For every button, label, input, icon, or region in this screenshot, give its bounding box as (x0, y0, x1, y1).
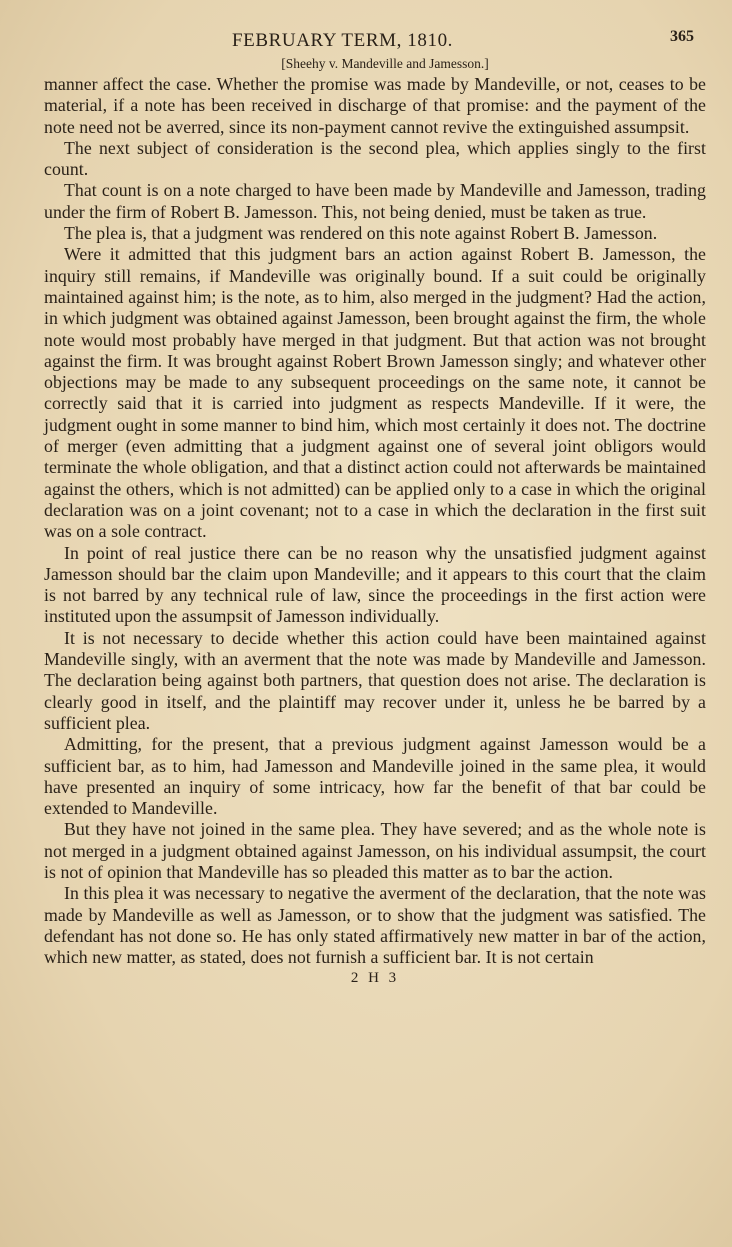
paragraph: It is not necessary to decide whether this action could have been maintained against Mandeville singly, with an averment that the note was made by Mandeville and Jamesson. The declaration being against both partners, that question does not arise. The declaration is clearly good in itself, and the plaintiff may recover under it, unless he be barred by a sufficient plea. (44, 627, 706, 733)
paragraph: But they have not joined in the same plea. They have severed; and as the whole note is not merged in a judgment obtained against Jamesson, on his individual assumpsit, the court is not of opinion that Mandeville has so pleaded this matter as to bar the action. (44, 819, 706, 882)
paragraph: In this plea it was necessary to negative the averment of the declaration, that the note was made by Mandeville as well as Jamesson, or to show that the judgment was satisfied. The defendant has not done so. He has only stated affirmatively new matter in bar of the action, which new matter, as stated, does not furnish a sufficient bar. It is not certain (44, 883, 706, 968)
running-head (44, 24, 706, 54)
paragraph: Were it admitted that this judgment bars an action against Robert B. Jamesson, the inquiry still remains, if Mandeville was originally bound. If a suit could be originally maintained against him; is the note, as to him, also merged in the judgment? Had the action, in which judgment was obtained against Jamesson, been brought against the firm, the whole note would most probably have merged in that judgment. But that action was not brought against the firm. It was brought against Robert Brown Jamesson singly; and whatever other objections may be made to any subsequent proceedings on the same note, it cannot be correctly said that it is carried into judgment as respects Mandeville. If it were, the judgment ought in some manner to bind him, which most certainly it does not. The doctrine of merger (even admitting that a judgment against one of several joint obligors would terminate the whole obligation, and that a distinct action could not afterwards be maintained against the others, which is not admitted) can be applied only to a case in which the original declaration was on a joint covenant; not to a case in which the declaration in the first suit was on a sole contract. (44, 244, 706, 542)
paragraph: That count is on a note charged to have been made by Mandeville and Jamesson, trading under the firm of Robert B. Jamesson. This, not being denied, must be taken as true. (44, 180, 706, 222)
paragraph: The next subject of consideration is the second plea, which applies singly to the first count. (44, 137, 706, 180)
case-caption: [Sheehy v. Mandeville and Jamesson.] (281, 56, 489, 71)
signature-mark: 2 H 3 (350, 970, 400, 987)
paragraph: In point of real justice there can be no reason why the unsatisfied judgment against Jamesson should bar the claim upon Mandeville; and it appears to this court that the claim is not barred by any technical rule of law, since the proceedings in the first action were instituted upon the assumpsit of Jamesson individually. (44, 542, 706, 627)
running-title: FEBRUARY TERM, 1810. (232, 30, 454, 51)
body-text (44, 74, 706, 968)
paragraph: The plea is, that a judgment was rendered on this note against Robert B. Jamesson. (64, 223, 658, 244)
paragraph: manner affect the case. Whether the promise was made by Mandeville, or not, ceases to be material, if a note has been received in discharge of that promise: and the payment of the note need not be averred, since its non-payment cannot revive the extinguished assumpsit. (44, 74, 706, 137)
paragraph: Admitting, for the present, that a previous judgment against Jamesson would be a sufficient bar, as to him, had Jamesson and Mandeville joined in the same plea, it would have presented an inquiry of some intricacy, how far the benefit of that bar could be extended to Mandeville. (44, 734, 706, 819)
page-number: 365 (670, 28, 694, 45)
